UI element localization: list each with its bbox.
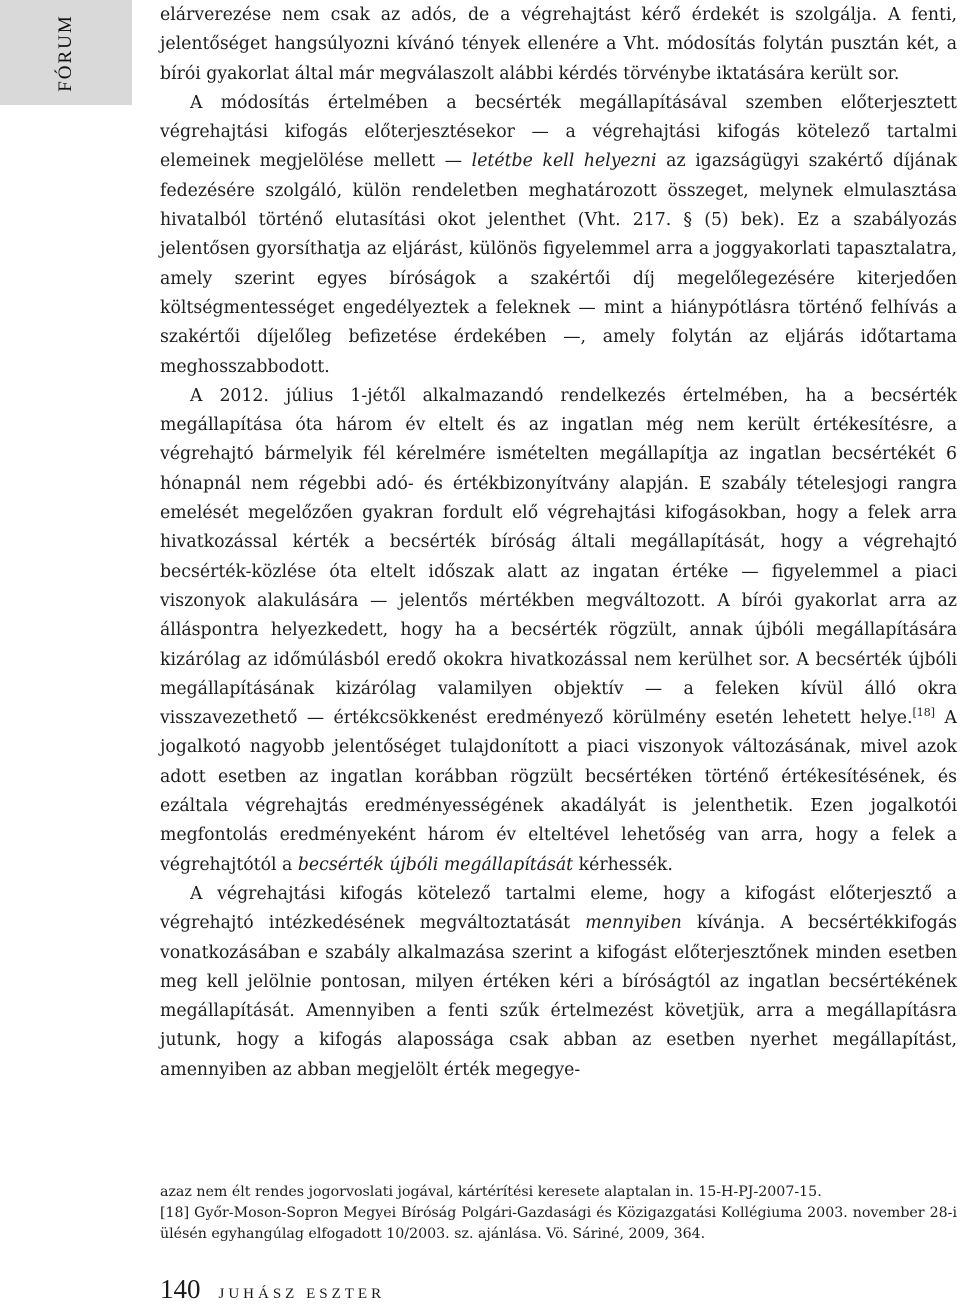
emphasis-text: letétbe kell helyezni (471, 151, 657, 172)
main-text (160, 1, 957, 1085)
paragraph (160, 1, 957, 89)
text-run: kívánja. A becsértékkifogás vonatkozásában e szabály alkalmazása szerint a kifogást előterjesztőnek minden esetben meg kell jelölnie pontosan, milyen értéken kéri a bíróságtól az ingatlan becsértékének megállapítását. Amennyiben a fenti szűk értelmezést követjük, arra a megállapításra jutunk, hogy a kifogás alapossága csak abban az esetben nyerhet megállapítást, amennyiben az abban megjelölt érték megegye- (160, 913, 957, 1080)
emphasis-text: becsérték újbóli megállapítását (297, 854, 574, 875)
paragraph (160, 89, 957, 382)
running-author: JUHÁSZ ESZTER (218, 1286, 386, 1302)
text-run: az igazságügyi szakértő díjának fedezésére szolgáló, külön rendeletben meghatározott összeget, melynek elmulasztása hivatalból történő elutasítási okot jelenthet (Vht. 217. § (5) bek). Ez a szabályozás jelentősen gyorsíthatja az eljárást, különös figyelemmel arra a joggyakorlati tapasztalatra, amely szerint egyes bíróságok a szakértői díj megelőlegezésére kiterjedően költségmentességet engedélyeztek a feleknek — mint a hiánypótlásra történő felhívás a szakértői díjelőleg befizetése érdekében —, amely folytán az eljárás időtartama meghosszabbodott. (160, 151, 957, 377)
text-run: A jogalkotó nagyobb jelentőséget tulajdonított a piaci viszonyok változásának, mivel azok adott esetben az ingatlan korábban rögzült becsértéken történő értékesítésének, és ezáltala végrehajtás eredményességének akadályát is jelenthetik. Ezen jogalkotói megfontolás eredményeként három év elteltével lehetőség van arra, hogy a felek a végrehajtótól a (160, 708, 957, 875)
paragraph (160, 880, 957, 1085)
text-run: kérhessék. (573, 854, 673, 875)
text-run: A végrehajtási kifogás kötelező tartalmi eleme, hogy a kifogást előterjesztő a végrehajtó intézkedésének megváltoztatását (160, 883, 957, 934)
section-tab (0, 0, 132, 105)
page-footer (160, 1274, 385, 1305)
footnote-18: [18] Győr-Moson-Sopron Megyei Bíróság Polgári-Gazdasági és Közigazgatási Kollégiuma 2003. november 28-i ülésén egyhangúlag elfogadott 10/2003. sz. ajánlása. Vö. Sáriné, 2009, 364. (160, 1205, 957, 1242)
section-tab-label: FÓRUM (54, 13, 76, 92)
footnote-continuation: azaz nem élt rendes jogorvoslati jogával, kártérítési keresete alaptalan in. 15-H-PJ-2007-15. (160, 1184, 822, 1200)
page-number: 140 (160, 1274, 201, 1304)
text-run: A 2012. július 1-jétől alkalmazandó rendelkezés értelmében, ha a becsérték megállapítása óta három év eltelt és az ingatlan még nem került értékesítésre, a végrehajtó bármelyik fél kérelmére ismételten megállapítja az ingatlan becsértékét 6 hónapnál nem régebbi adó- és értékbizonyítvány alapján. E szabály tételesjogi rangra emelését megelőzően gyakran fordult elő végrehajtási kifogásokban, hogy a felek arra hivatkozással kérték a becsérték bíróság általi megállapítását, hogy a végrehajtó becsérték-közlése óta eltelt időszak alatt az ingatan értéke — figyelemmel a piaci viszonyok alakulására — jelentős mértékben megváltozott. A bírói gyakorlat arra az álláspontra helyezkedett, hogy ha a becsérték rögzült, annak újbóli megállapítására kizárólag az időmúlásból eredő okokra hivatkozással nem kerülhet sor. A becsérték újbóli megállapításának kizárólag valamilyen objektív — a feleken kívül álló okra visszavezethető — értékcsökkenést eredményező körülmény esetén lehetett helye. (160, 385, 957, 729)
text-run: elárverezése nem csak az adós, de a végrehajtást kérő érdekét is szolgálja. A fenti, jelentőséget hangsúlyozni kívánó tények ellenére a Vht. módosítás folytán pusztán két, a bírói gyakorlat által már megválaszolt alábbi kérdés törvénybe iktatására került sor. (160, 5, 957, 84)
footnotes (160, 1182, 957, 1245)
emphasis-text: mennyiben (585, 913, 682, 934)
text-run: A módosítás értelmében a becsérték megállapításával szemben előterjesztett végrehajtási kifogás előterjesztésekor — a végrehajtási kifogás kötelező tartalmi elemeinek megjelölése mellett — (160, 92, 957, 172)
footnote-reference: [18] (912, 706, 936, 720)
paragraph (160, 382, 957, 880)
